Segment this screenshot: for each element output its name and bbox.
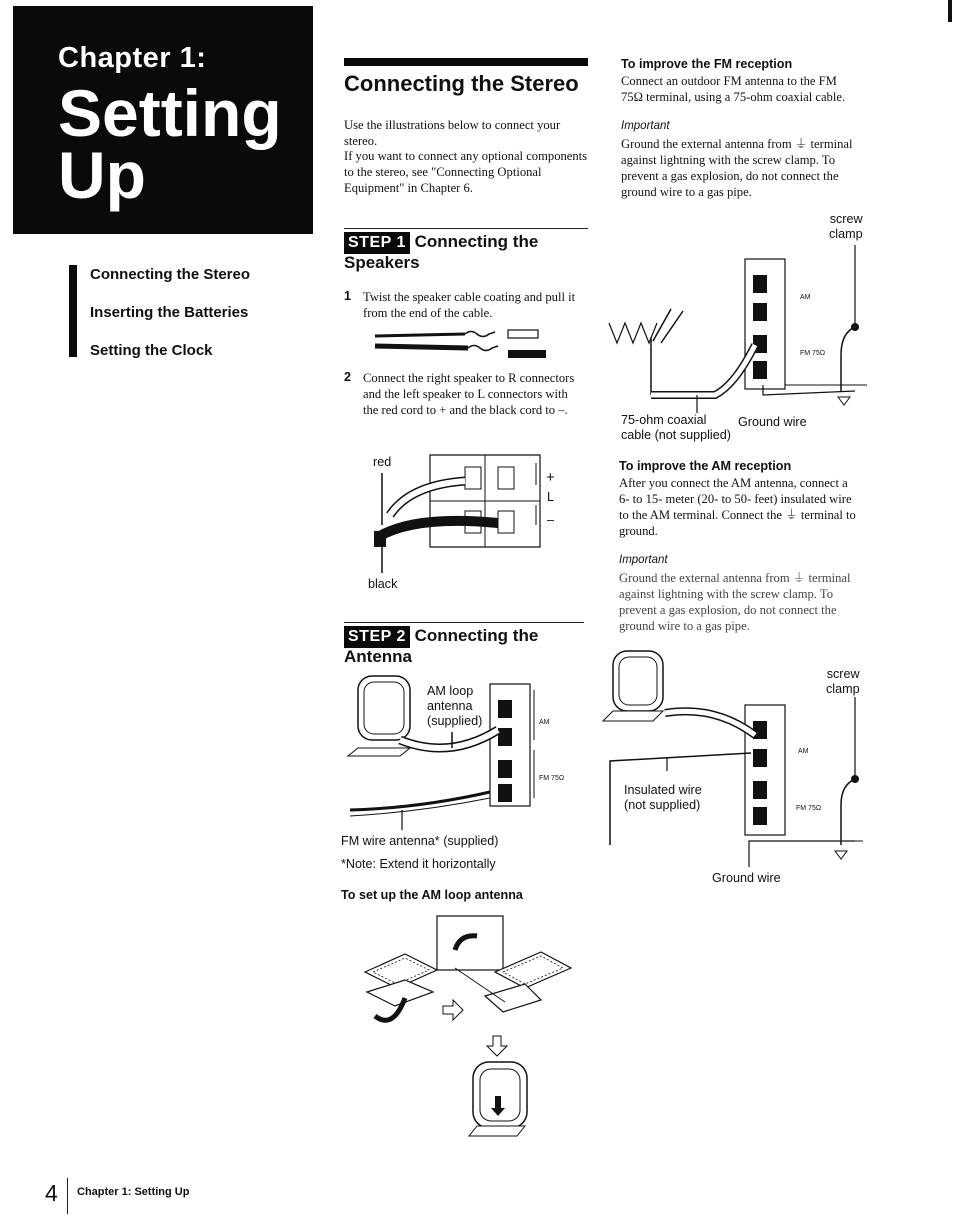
section-title-rule: [344, 58, 588, 66]
am-insulated-wire-label: [624, 783, 702, 813]
am-loop-setup-heading: To set up the AM loop antenna: [341, 888, 523, 902]
fm-diagram-fm-terminal: FM 75Ω: [800, 350, 826, 357]
speaker-cable-illustration: [370, 322, 560, 362]
am-insulated-label-2: (not supplied): [624, 798, 701, 812]
step1-heading: [344, 232, 538, 254]
fm-coax-label-2: cable (not supplied): [621, 428, 731, 442]
fm-important-text: Ground the external antenna from ⏚ terminal against lightning with the screw clamp. To prevent a gas explosion, do not connect the ground wire to a gas pipe.: [621, 137, 853, 199]
step1-heading-a: Connecting the: [414, 232, 539, 251]
fm-clamp-label: clamp: [829, 227, 863, 241]
am-important-heading: Important: [619, 554, 668, 566]
step2-rule: [344, 622, 584, 623]
am-clamp-label: clamp: [826, 682, 860, 696]
chapter-label: Chapter 1:: [58, 42, 207, 74]
am-important-text: Ground the external antenna from ⏚ terminal against lightning with the screw clamp. To prevent a gas explosion, do not connect the ground wire to a gas pipe.: [619, 571, 851, 633]
step1-rule: [344, 228, 588, 229]
speaker-terminal-illustration: [370, 445, 550, 575]
am-ground-wire-label: Ground wire: [712, 871, 781, 885]
fm-screw-label: screw: [829, 212, 863, 226]
footer-rule: [67, 1178, 68, 1214]
fm-reception-heading: To improve the FM reception: [621, 57, 793, 71]
step1-item1-number: 1: [344, 289, 352, 303]
am-loop-setup-illustration: [345, 912, 575, 1147]
contents-item-connecting-stereo: Connecting the Stereo: [90, 266, 251, 283]
am-reception-text: After you connect the AM antenna, connect a 6- to 15- meter (20- to 50- feet) insulated wire to the AM terminal. Connect the ⏚ terminal to ground.: [619, 476, 856, 538]
page-edge-mark: [948, 0, 952, 22]
label-minus: –: [547, 513, 555, 527]
step1-heading-b: Speakers: [344, 253, 420, 272]
label-am-loop-3: (supplied): [427, 714, 483, 728]
label-black: black: [368, 577, 398, 591]
label-red: red: [373, 455, 392, 469]
page-number: 4: [45, 1180, 58, 1206]
fm-wire-label: FM wire antenna* (supplied): [341, 834, 499, 848]
am-outdoor-wire-illustration: [605, 645, 870, 865]
label-am-terminal: AM: [539, 719, 550, 726]
antenna-connection-illustration: [340, 670, 540, 840]
fm-important-heading: Important: [621, 120, 670, 132]
am-diagram-am-terminal: AM: [798, 748, 809, 755]
fm-wire-note: *Note: Extend it horizontally: [341, 857, 496, 871]
step2-badge: STEP 2: [344, 626, 410, 648]
contents-bar: [69, 265, 77, 357]
label-L: L: [547, 490, 555, 504]
step1-item2-text: Connect the right speaker to R connectors and the left speaker to L connectors with the red cord to + and the black cord to –.: [363, 371, 575, 417]
am-screw-label: screw: [826, 667, 860, 681]
fm-outdoor-antenna-illustration: [605, 245, 870, 415]
am-reception-heading: To improve the AM reception: [619, 459, 792, 473]
step1-item2-number: 2: [344, 370, 352, 384]
label-plus: +: [546, 469, 555, 486]
fm-reception-text: Connect an outdoor FM antenna to the FM 75Ω terminal, using a 75-ohm coaxial cable.: [621, 74, 846, 104]
fm-coax-label: [621, 413, 731, 443]
intro-paragraph-1: Use the illustrations below to connect your stereo.: [344, 118, 561, 148]
label-fm-terminal: FM 75Ω: [539, 775, 565, 782]
fm-diagram-am-terminal: AM: [800, 294, 811, 301]
step2-heading-b: Antenna: [344, 647, 412, 666]
chapter-title: Setting Up: [58, 76, 282, 212]
footer-chapter-text: Chapter 1: Setting Up: [77, 1186, 190, 1198]
label-am-loop-1: AM loop: [427, 684, 474, 698]
step1-item1-text: Twist the speaker cable coating and pull it from the end of the cable.: [363, 290, 576, 320]
intro-paragraph-2: If you want to connect any optional components to the stereo, see "Connecting Optional Equipment" in Chapter 6.: [344, 149, 588, 195]
step1-badge: STEP 1: [344, 232, 410, 254]
fm-coax-label-1: 75-ohm coaxial: [621, 413, 707, 427]
fm-ground-wire-label: Ground wire: [738, 415, 807, 429]
am-diagram-fm-terminal: FM 75Ω: [796, 805, 822, 812]
contents-item-inserting-batteries: Inserting the Batteries: [90, 304, 249, 321]
step2-heading: [344, 626, 538, 648]
section-title: Connecting the Stereo: [344, 71, 579, 96]
label-am-loop-2: antenna: [427, 699, 473, 713]
fm-screw-clamp-label: [829, 212, 863, 242]
am-insulated-label-1: Insulated wire: [624, 783, 702, 797]
contents-item-setting-clock: Setting the Clock: [90, 342, 213, 359]
step2-heading-a: Connecting the: [414, 626, 539, 645]
